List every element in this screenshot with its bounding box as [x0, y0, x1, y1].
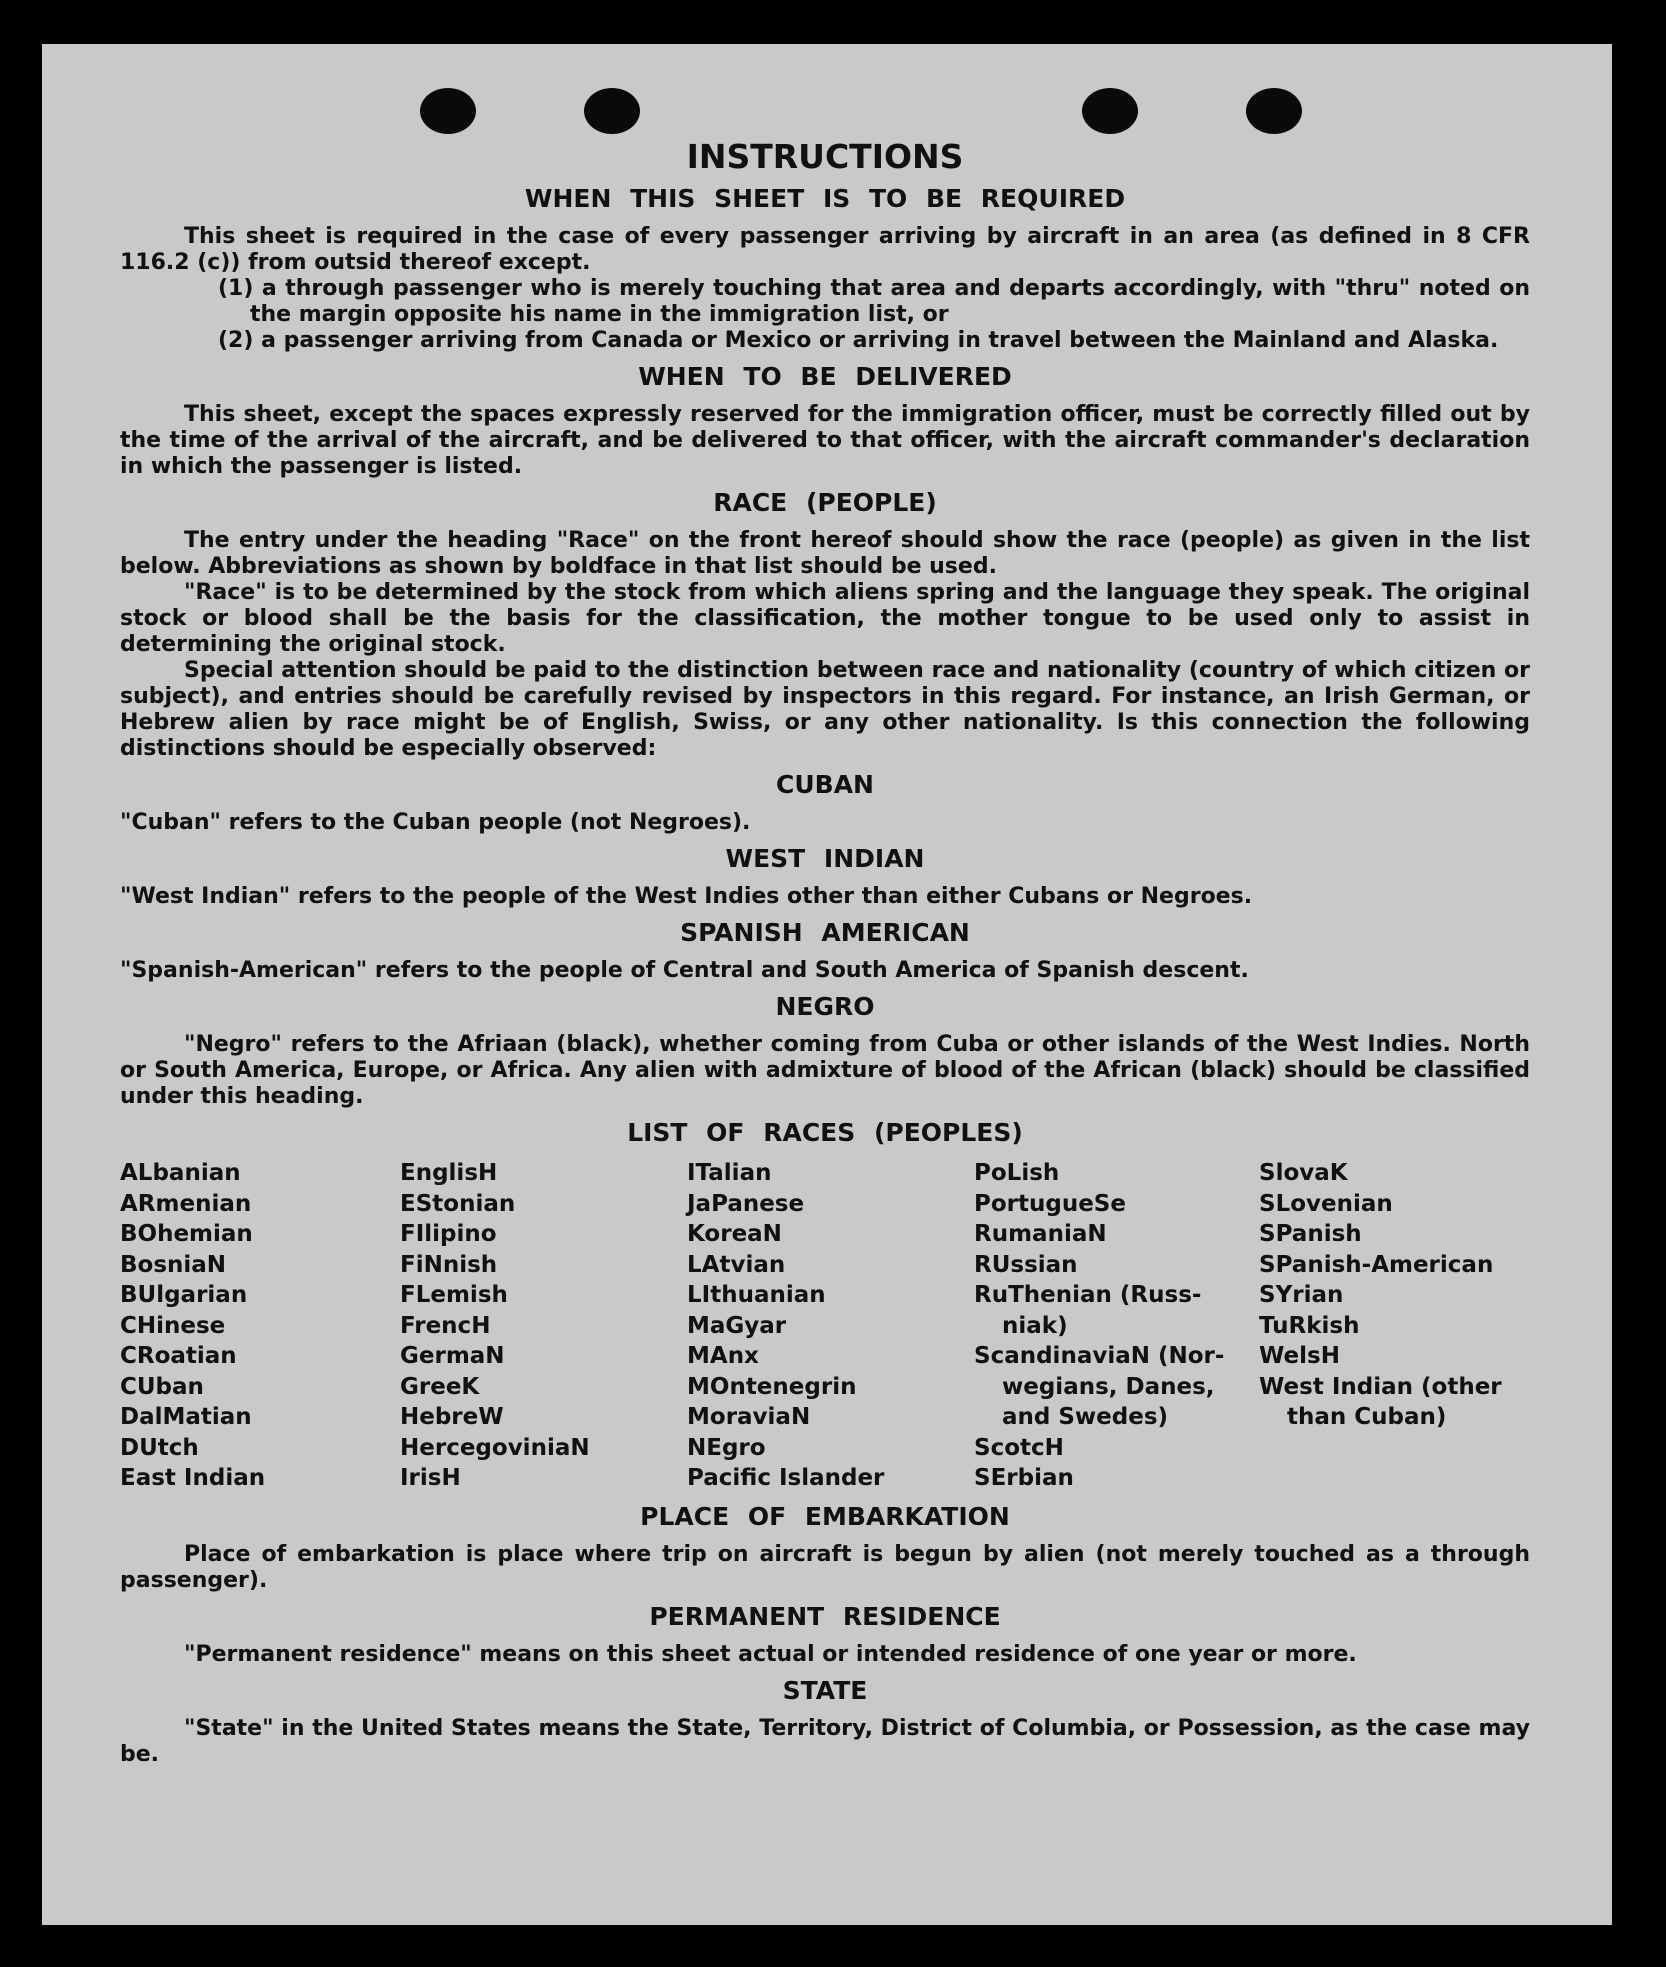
heading-race: RACE (PEOPLE)	[713, 488, 937, 517]
race-item-continued: and Swedes)	[1002, 1404, 1169, 1430]
instructions-body	[120, 138, 1530, 1768]
west-indian-paragraph: "West Indian" refers to the people of the West Indies other than either Cubans or Negroes.	[120, 884, 1253, 909]
race-item: BOhemian	[120, 1221, 253, 1247]
race-item: SPanish-American	[1259, 1251, 1494, 1278]
spanish-american-paragraph: "Spanish-American" refers to the people of Central and South America of Spanish descent.	[120, 958, 1249, 983]
race-item: TuRkish	[1259, 1312, 1360, 1339]
heading-cuban: CUBAN	[776, 770, 874, 799]
race-item: GermaN	[400, 1343, 505, 1369]
race-item: EStonian	[400, 1190, 516, 1217]
race-item: PoLish	[974, 1160, 1060, 1186]
race-item: PortugueSe	[974, 1190, 1126, 1217]
embarkation-paragraph: Place of embarkation is place where trip on aircraft is begun by alien (not merely touched as a through passenger).	[120, 1541, 1530, 1593]
race-item: SlovaK	[1259, 1160, 1348, 1186]
race-item: EnglisH	[400, 1160, 498, 1186]
race-item: SLovenian	[1259, 1190, 1393, 1217]
races-column-4	[974, 1158, 1259, 1494]
heading-negro: NEGRO	[775, 992, 875, 1021]
race-item: ScandinaviaN (Nor-	[974, 1343, 1225, 1369]
race-item: ScotcH	[974, 1434, 1064, 1461]
race-item: LAtvian	[687, 1251, 786, 1278]
races-column-1	[120, 1158, 400, 1494]
required-exception-1: (1) a through passenger who is merely touching that area and departs accordingly, with "thru" noted on the margin opposite his name in the immigration list, or	[218, 276, 1530, 327]
race-item: CHinese	[120, 1312, 226, 1339]
race-item-continued: than Cuban)	[1287, 1404, 1447, 1430]
race-item: RumaniaN	[974, 1221, 1107, 1247]
race-item: RUssian	[974, 1251, 1078, 1278]
race-item-continued: wegians, Danes,	[1002, 1373, 1215, 1400]
race-item: MaGyar	[687, 1312, 787, 1339]
heading-west-indian: WEST INDIAN	[725, 844, 925, 873]
race-item: DalMatian	[120, 1404, 252, 1430]
cuban-paragraph: "Cuban" refers to the Cuban people (not Negroes).	[120, 810, 751, 835]
document-sheet	[42, 44, 1612, 1925]
race-item: RuThenian (Russ-	[974, 1282, 1202, 1308]
race-item: ALbanian	[120, 1160, 241, 1186]
heading-delivered: WHEN TO BE DELIVERED	[638, 362, 1012, 391]
race-item: SYrian	[1259, 1282, 1344, 1308]
races-column-5	[1259, 1158, 1529, 1494]
race-item: SErbian	[974, 1465, 1074, 1491]
page-title: INSTRUCTIONS	[686, 137, 964, 176]
heading-permanent-residence: PERMANENT RESIDENCE	[649, 1601, 1001, 1631]
punch-hole	[1246, 88, 1302, 134]
race-paragraph-2: "Race" is to be determined by the stock from which aliens spring and the language they speak. The original stock or blood shall be the basis for the classification, the mother tongue to be used only to assist in determining the original stock.	[120, 580, 1530, 657]
residence-paragraph: "Permanent residence" means on this sheet actual or intended residence of one year or more.	[184, 1641, 1357, 1667]
heading-required: WHEN THIS SHEET IS TO BE REQUIRED	[524, 184, 1126, 213]
race-paragraph-1: The entry under the heading "Race" on the front hereof should show the race (people) as given in the list below. Abbreviations as shown by boldface in that list should be used.	[120, 528, 1530, 579]
race-item: HebreW	[400, 1404, 504, 1430]
heading-embarkation: PLACE OF EMBARKATION	[640, 1501, 1010, 1531]
race-item: CUban	[120, 1373, 204, 1400]
heading-list-of-races: LIST OF RACES (PEOPLES)	[627, 1118, 1023, 1147]
race-item: MAnx	[687, 1343, 759, 1369]
race-item: IrisH	[400, 1465, 461, 1491]
race-item: GreeK	[400, 1373, 480, 1400]
race-item-continued: niak)	[1002, 1312, 1068, 1339]
race-item: DUtch	[120, 1434, 199, 1461]
race-paragraph-3: Special attention should be paid to the distinction between race and nationality (country of which citizen or subject), and entries should be carefully revised by inspectors in this regard. For instance, an Irish German, or Hebrew alien by race might be of English, Swiss, or any other nationality. Is this connection the following distinctions should be especially observed:	[120, 658, 1530, 761]
heading-state: STATE	[782, 1675, 868, 1705]
race-item: KoreaN	[687, 1221, 782, 1247]
required-intro: This sheet is required in the case of every passenger arriving by aircraft in an area (as defined in 8 CFR 116.2 (c)) from outsid thereof except.	[120, 224, 1530, 275]
race-item: FLemish	[400, 1282, 508, 1308]
state-paragraph: "State" in the United States means the State, Territory, District of Columbia, or Possession, as the case may be.	[120, 1715, 1530, 1767]
race-item: Pacific Islander	[687, 1465, 885, 1491]
punch-hole	[584, 88, 640, 134]
race-item: NEgro	[687, 1434, 766, 1461]
races-column-2	[400, 1158, 687, 1494]
race-item: ARmenian	[120, 1190, 252, 1217]
race-item: BosniaN	[120, 1251, 227, 1278]
race-item: FrencH	[400, 1312, 491, 1339]
race-item: FiNnish	[400, 1251, 498, 1278]
delivered-paragraph: This sheet, except the spaces expressly reserved for the immigration officer, must be correctly filled out by the time of the arrival of the aircraft, and be delivered to that officer, with the aircraft commander's declaration in which the passenger is listed.	[120, 402, 1530, 479]
race-item: FIlipino	[400, 1221, 497, 1247]
race-item: East Indian	[120, 1465, 266, 1491]
race-item: MOntenegrin	[687, 1373, 857, 1400]
punch-hole	[1082, 88, 1138, 134]
race-item: JaPanese	[687, 1190, 805, 1217]
race-item: MoraviaN	[687, 1404, 811, 1430]
race-item: West Indian (other	[1259, 1373, 1502, 1400]
required-exception-2: (2) a passenger arriving from Canada or Mexico or arriving in travel between the Mainland and Alaska.	[218, 328, 1499, 353]
race-item: ITalian	[687, 1160, 772, 1186]
race-item: SPanish	[1259, 1221, 1362, 1247]
races-column-3	[687, 1158, 974, 1494]
negro-paragraph: "Negro" refers to the Afriaan (black), whether coming from Cuba or other islands of the West Indies. North or South America, Europe, or Africa. Any alien with admixture of blood of the African (black) should be classified under this heading.	[120, 1032, 1530, 1109]
punch-hole	[420, 88, 476, 134]
race-item: HercegoviniaN	[400, 1434, 590, 1461]
race-item: CRoatian	[120, 1343, 237, 1369]
race-item: WelsH	[1259, 1343, 1340, 1369]
race-item: BUlgarian	[120, 1282, 248, 1308]
races-list	[120, 1158, 1530, 1494]
heading-spanish-american: SPANISH AMERICAN	[680, 918, 970, 947]
race-item: LIthuanian	[687, 1282, 826, 1308]
